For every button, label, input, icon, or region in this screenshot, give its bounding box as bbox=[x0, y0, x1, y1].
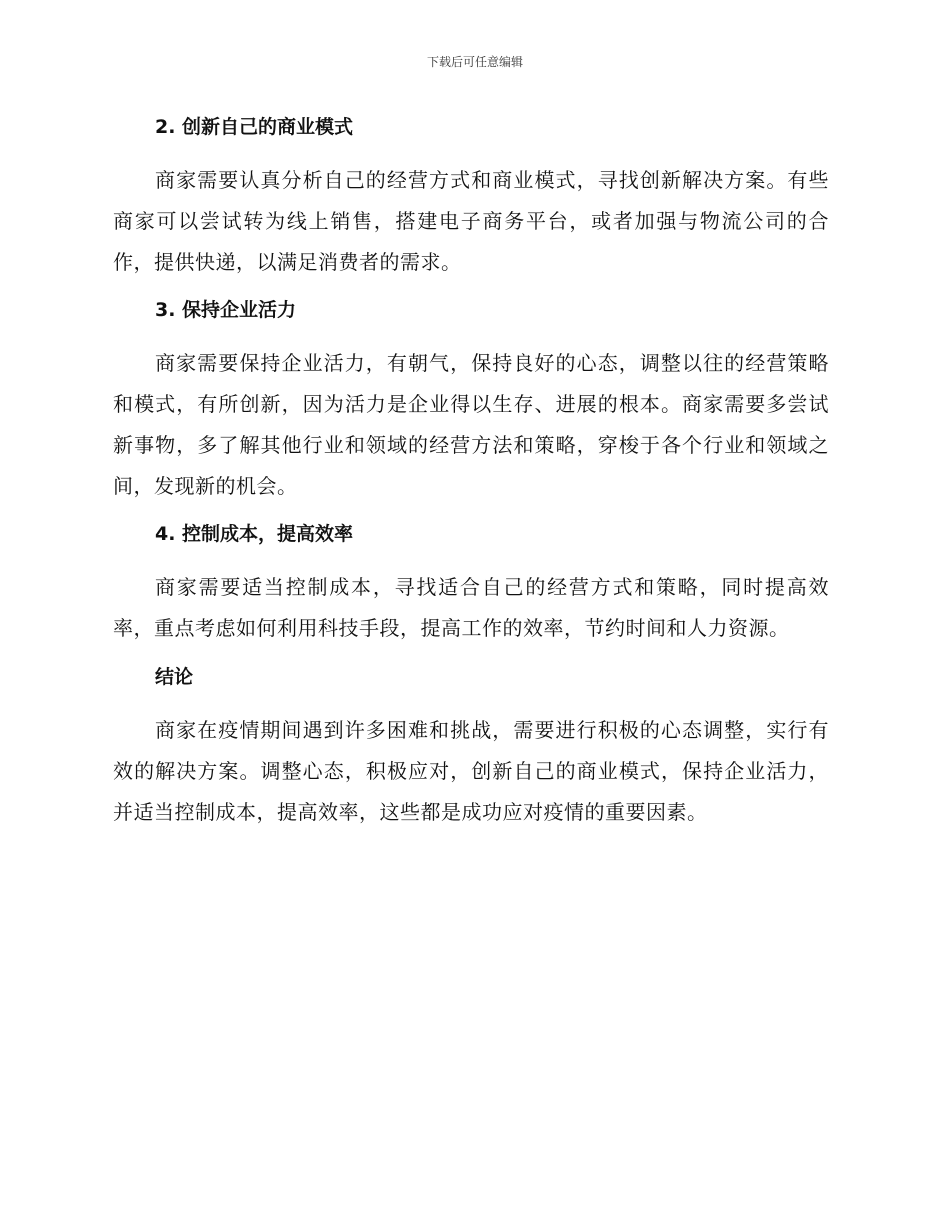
section-heading: 3. 保持企业活力 bbox=[155, 299, 297, 321]
section-heading: 4. 控制成本，提高效率 bbox=[155, 523, 354, 545]
section-cost-control bbox=[113, 517, 829, 649]
conclusion-heading: 结论 bbox=[155, 666, 194, 688]
document-body bbox=[113, 110, 829, 833]
section-vitality bbox=[113, 293, 829, 507]
section-conclusion bbox=[113, 660, 829, 833]
section-paragraph: 商家需要认真分析自己的经营方式和商业模式，寻找创新解决方案。有些商家可以尝试转为线上销售，搭建电子商务平台，或者加强与物流公司的合作，提供快递，以满足消费者的需求。 bbox=[113, 168, 829, 274]
section-heading: 2. 创新自己的商业模式 bbox=[155, 116, 354, 138]
conclusion-paragraph: 商家在疫情期间遇到许多困难和挑战，需要进行积极的心态调整，实行有效的解决方案。调整心态，积极应对，创新自己的商业模式，保持企业活力，并适当控制成本，提高效率，这些都是成功应对疫情的重要因素。 bbox=[113, 718, 829, 824]
page-header: 下载后可任意编辑 bbox=[426, 55, 523, 69]
section-business-model bbox=[113, 110, 829, 283]
section-paragraph: 商家需要适当控制成本，寻找适合自己的经营方式和策略，同时提高效率，重点考虑如何利用科技手段，提高工作的效率，节约时间和人力资源。 bbox=[113, 575, 829, 640]
section-paragraph: 商家需要保持企业活力，有朝气，保持良好的心态，调整以往的经营策略和模式，有所创新，因为活力是企业得以生存、进展的根本。商家需要多尝试新事物，多了解其他行业和领域的经营方法和策略，穿梭于各个行业和领域之间，发现新的机会。 bbox=[113, 351, 829, 498]
